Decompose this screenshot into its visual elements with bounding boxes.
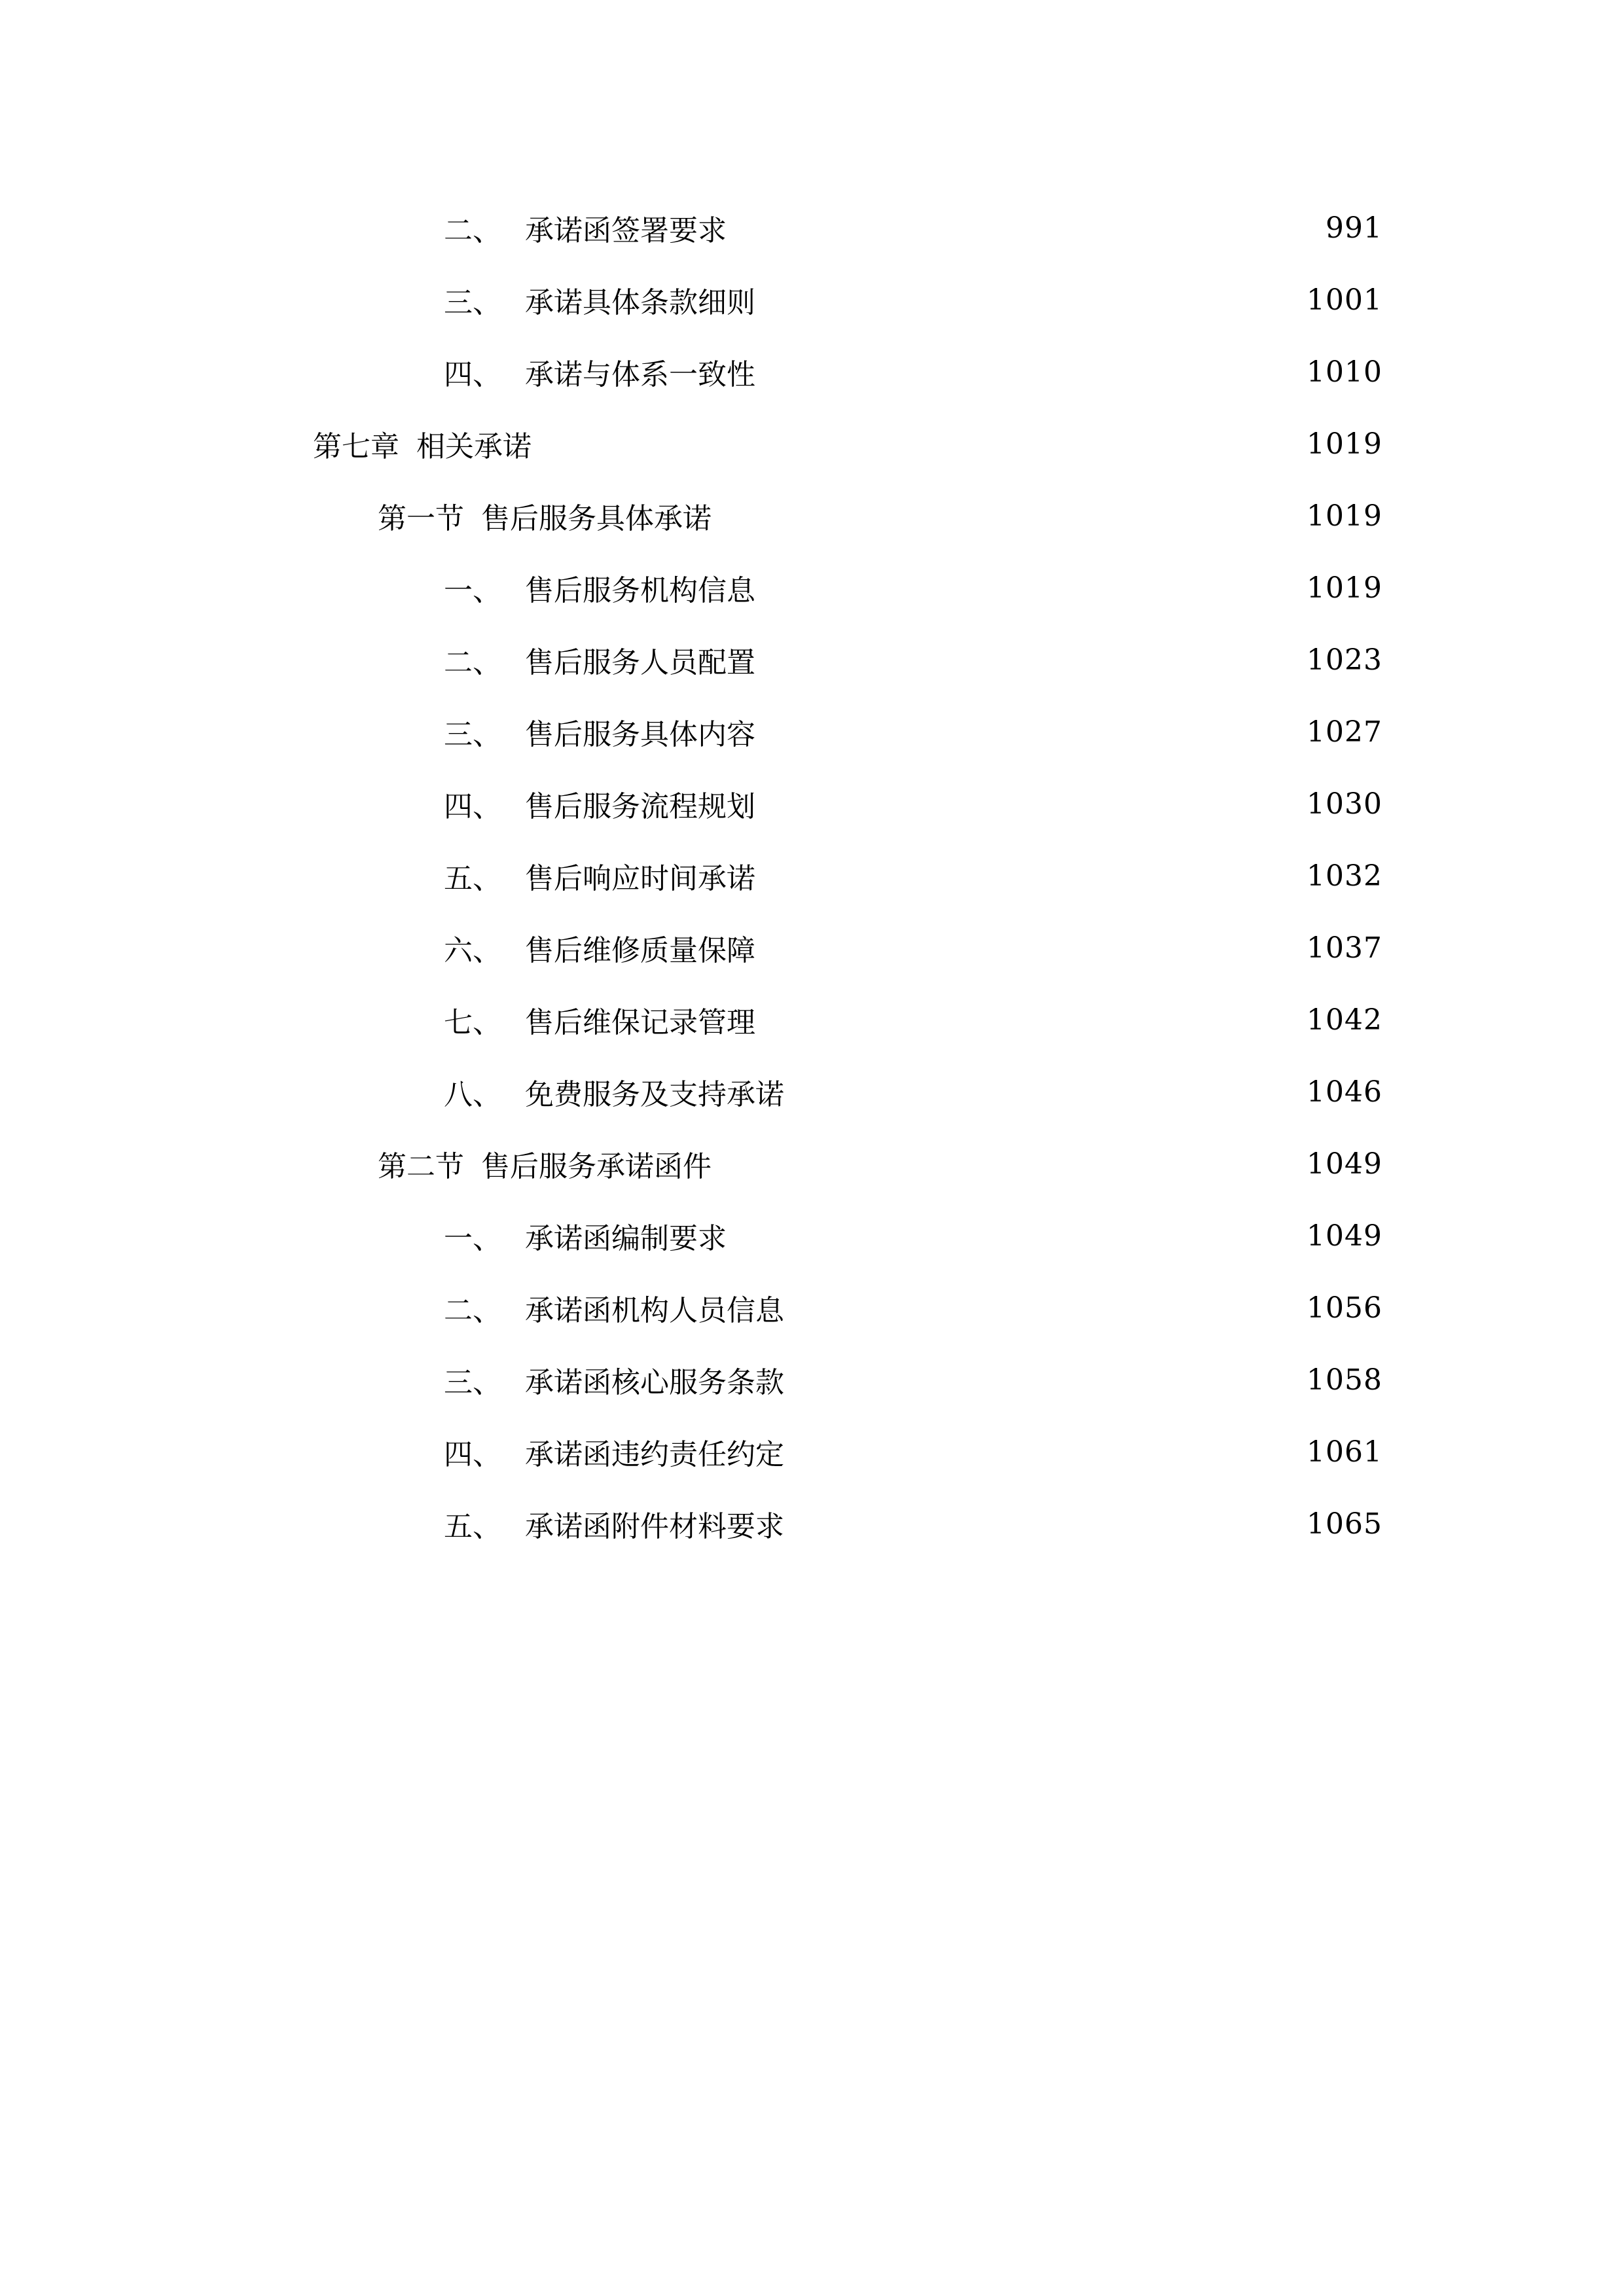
toc-entry-number: 四、: [444, 1438, 501, 1471]
toc-page-number: 1019: [1307, 499, 1382, 533]
toc-page-number: 1049: [1307, 1147, 1382, 1181]
toc-entry-title: 承诺函机构人员信息: [525, 1294, 784, 1327]
toc-entry[interactable]: [444, 706, 1382, 758]
toc-page-number: 1046: [1307, 1075, 1382, 1109]
toc-entry[interactable]: [444, 634, 1382, 686]
toc-page-number: 1027: [1307, 715, 1382, 749]
toc-chapter-number: 第七章: [313, 430, 399, 463]
toc-dot-leader: [718, 490, 1297, 542]
toc-dot-leader: [791, 1498, 1297, 1550]
toc-entry[interactable]: [444, 274, 1382, 326]
toc-dot-leader: [791, 1066, 1297, 1118]
toc-page-number: 1023: [1307, 643, 1382, 677]
toc-entry-title: 承诺函违约责任约定: [525, 1438, 784, 1471]
toc-entry-number: 二、: [444, 214, 501, 247]
toc-entry[interactable]: [444, 1354, 1382, 1406]
toc-entry-title: 售后服务机构信息: [525, 574, 755, 607]
toc-page-number: 1030: [1307, 787, 1382, 821]
toc-dot-leader: [762, 922, 1297, 974]
toc-page-number: 1061: [1307, 1435, 1382, 1469]
toc-chapter-entry[interactable]: [313, 418, 1382, 470]
toc-entry-title: 售后维保记录管理: [525, 1006, 755, 1039]
toc-section-title: 售后服务承诺函件: [481, 1150, 712, 1183]
toc-entry[interactable]: [444, 850, 1382, 902]
toc-dot-leader: [791, 1354, 1297, 1406]
toc-entry-number: 二、: [444, 646, 501, 679]
toc-entry-title: 承诺函附件材料要求: [525, 1510, 784, 1543]
toc-entry-title: 售后服务流程规划: [525, 790, 755, 823]
toc-dot-leader: [762, 778, 1297, 830]
toc-entry-title: 售后维修质量保障: [525, 934, 755, 967]
toc-entry[interactable]: [444, 922, 1382, 974]
toc-page-number: 1037: [1307, 931, 1382, 965]
toc-entry-title: 承诺具体条款细则: [525, 286, 755, 319]
toc-entry[interactable]: [444, 1282, 1382, 1334]
toc-entry-number: 三、: [444, 1366, 501, 1399]
toc-dot-leader: [762, 562, 1297, 614]
toc-section-number: 第二节: [378, 1150, 464, 1183]
toc-entry-number: 一、: [444, 1222, 501, 1255]
toc-dot-leader: [791, 1282, 1297, 1334]
toc-entry[interactable]: [444, 1066, 1382, 1118]
toc-page-number: 1056: [1307, 1291, 1382, 1325]
toc-entry-number: 一、: [444, 574, 501, 607]
toc-dot-leader: [733, 202, 1316, 254]
toc-page-number: 1049: [1307, 1219, 1382, 1253]
toc-chapter-title: 相关承诺: [416, 430, 532, 463]
toc-entry-title: 免费服务及支持承诺: [525, 1078, 784, 1111]
toc-dot-leader: [733, 1210, 1297, 1262]
toc-entry-title: 售后服务具体内容: [525, 718, 755, 751]
toc-section-number: 第一节: [378, 502, 464, 535]
toc-page-number: 1042: [1307, 1003, 1382, 1037]
toc-page-number: 1065: [1307, 1507, 1382, 1541]
toc-entry-number: 四、: [444, 790, 501, 823]
toc-entry[interactable]: [444, 1210, 1382, 1262]
toc-dot-leader: [718, 1138, 1297, 1190]
toc-entry-title: 售后响应时间承诺: [525, 862, 755, 895]
toc-entry-number: 五、: [444, 862, 501, 895]
toc-dot-leader: [538, 418, 1297, 470]
toc-entry-number: 三、: [444, 718, 501, 751]
toc-page-number: 991: [1326, 211, 1382, 245]
toc-entry-number: 七、: [444, 1006, 501, 1039]
toc-page-number: 1010: [1307, 355, 1382, 389]
toc-section-title: 售后服务具体承诺: [481, 502, 712, 535]
toc-page-number: 1001: [1307, 283, 1382, 317]
toc-dot-leader: [762, 706, 1297, 758]
toc-entry-title: 售后服务人员配置: [525, 646, 755, 679]
toc-entry-number: 八、: [444, 1078, 501, 1111]
toc-page-number: 1032: [1307, 859, 1382, 893]
toc-page-number: 1058: [1307, 1363, 1382, 1397]
toc-entry-title: 承诺与体系一致性: [525, 358, 755, 391]
toc-entry[interactable]: [444, 778, 1382, 830]
toc-entry[interactable]: [444, 994, 1382, 1046]
toc-dot-leader: [762, 634, 1297, 686]
toc-page-number: 1019: [1307, 427, 1382, 461]
toc-entry[interactable]: [444, 1498, 1382, 1550]
toc-section-entry[interactable]: [378, 1138, 1382, 1190]
toc-entry[interactable]: [444, 562, 1382, 614]
toc-dot-leader: [762, 346, 1297, 398]
toc-dot-leader: [791, 1426, 1297, 1478]
toc-page-number: 1019: [1307, 571, 1382, 605]
toc-entry-number: 六、: [444, 934, 501, 967]
toc-dot-leader: [762, 994, 1297, 1046]
toc-entry-number: 五、: [444, 1510, 501, 1543]
toc-entry[interactable]: [444, 1426, 1382, 1478]
toc-entry[interactable]: [444, 202, 1382, 254]
toc-entry-number: 二、: [444, 1294, 501, 1327]
toc-entry-title: 承诺函编制要求: [525, 1222, 727, 1255]
toc-dot-leader: [762, 850, 1297, 902]
toc-dot-leader: [762, 274, 1297, 326]
toc-entry-title: 承诺函签署要求: [525, 214, 727, 247]
toc-entry-title: 承诺函核心服务条款: [525, 1366, 784, 1399]
toc-entry[interactable]: [444, 346, 1382, 398]
toc-section-entry[interactable]: [378, 490, 1382, 542]
toc-entry-number: 四、: [444, 358, 501, 391]
toc-entry-number: 三、: [444, 286, 501, 319]
